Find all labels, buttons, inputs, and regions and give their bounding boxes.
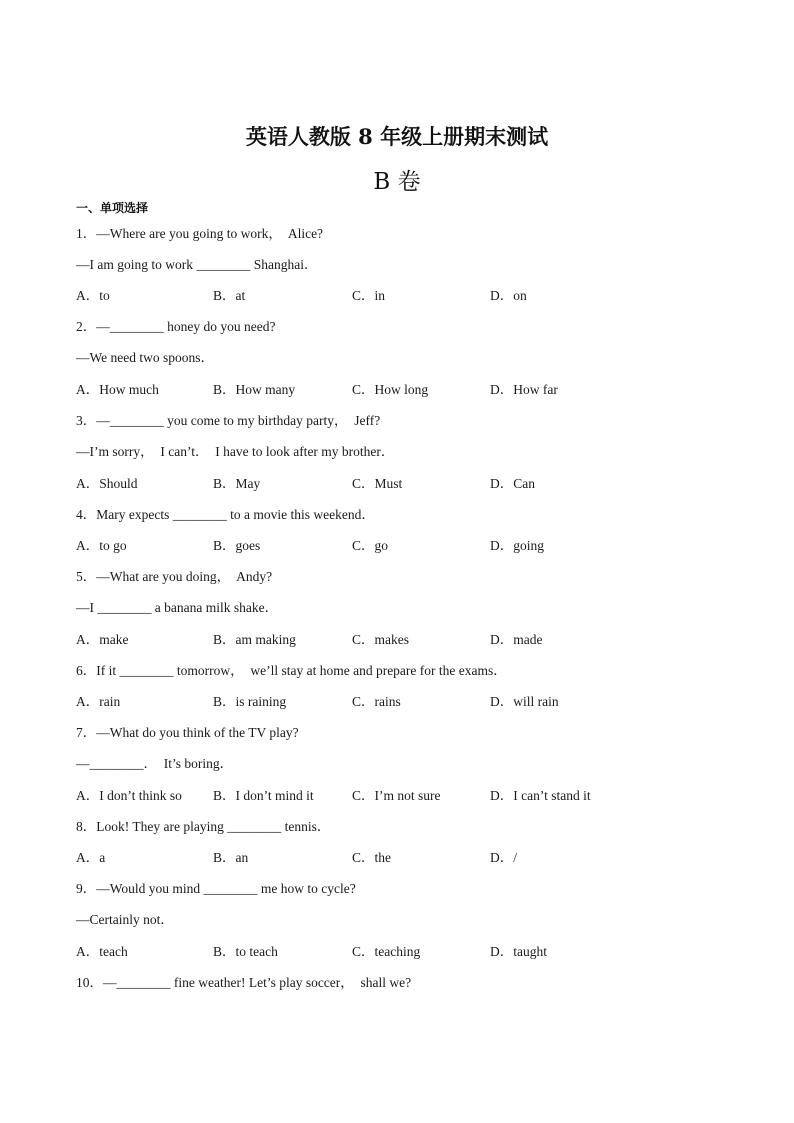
question-8-option-d: D．/: [490, 850, 517, 865]
question-8-option-b: B．an: [213, 850, 249, 865]
question-6-option-b: B．is raining: [213, 694, 287, 709]
question-3-stem-line-1: 3．—________ you come to my birthday party， Jeff?: [76, 413, 381, 428]
question-8-option-c: C．the: [352, 850, 391, 865]
question-2-option-d: D．How far: [490, 382, 558, 397]
question-9-option-d: D．taught: [490, 944, 547, 959]
exam-title: 英语人教版 8 年级上册期末测试: [245, 124, 549, 149]
question-5-option-a: A．make: [76, 632, 129, 647]
question-7-stem-line-2: —________． It’s boring．: [76, 756, 234, 771]
question-2-option-c: C．How long: [352, 382, 429, 397]
question-2-option-a: A．How much: [76, 382, 159, 397]
question-3-option-d: D．Can: [490, 476, 535, 491]
question-5-option-d: D．made: [490, 632, 543, 647]
question-1-option-c: C．in: [352, 288, 386, 303]
question-6-option-a: A．rain: [76, 694, 121, 709]
question-7-option-b: B．I don’t mind it: [213, 788, 314, 803]
question-3-option-c: C．Must: [352, 476, 403, 491]
question-6-option-c: C．rains: [352, 694, 401, 709]
section-heading: 一、单项选择: [76, 201, 149, 215]
question-1-option-b: B．at: [213, 288, 246, 303]
question-7-option-a: A．I don’t think so: [76, 788, 182, 803]
question-9-option-b: B．to teach: [213, 944, 278, 959]
question-1-stem-line-1: 1．—Where are you going to work， Alice?: [76, 226, 324, 241]
question-4-option-c: C．go: [352, 538, 389, 553]
question-3-option-a: A．Should: [76, 476, 138, 491]
question-8-stem-line-1: 8．Look! They are playing ________ tennis．: [76, 819, 331, 834]
question-3-option-b: B．May: [213, 476, 261, 491]
question-5-option-c: C．makes: [352, 632, 409, 647]
question-8-option-a: A．a: [76, 850, 106, 865]
question-5-stem-line-1: 5．—What are you doing， Andy?: [76, 569, 273, 584]
question-4-stem-line-1: 4．Mary expects ________ to a movie this weekend．: [76, 507, 375, 522]
question-1-option-a: A．to: [76, 288, 110, 303]
question-9-stem-line-2: —Certainly not．: [76, 912, 174, 927]
exam-subtitle: B 卷: [373, 169, 421, 195]
question-5-stem-line-2: —I ________ a banana milk shake．: [76, 600, 279, 615]
question-4-option-b: B．goes: [213, 538, 261, 553]
question-4-option-d: D．going: [490, 538, 544, 553]
question-6-option-d: D．will rain: [490, 694, 559, 709]
question-4-option-a: A．to go: [76, 538, 127, 553]
question-9-option-a: A．teach: [76, 944, 128, 959]
question-2-stem-line-1: 2．—________ honey do you need?: [76, 319, 276, 334]
question-7-option-c: C．I’m not sure: [352, 788, 441, 803]
question-7-stem-line-1: 7．—What do you think of the TV play?: [76, 725, 299, 740]
question-9-stem-line-1: 9．—Would you mind ________ me how to cycle?: [76, 881, 356, 896]
question-3-stem-line-2: —I’m sorry， I can’t． I have to look after my brother．: [76, 444, 395, 459]
question-2-option-b: B．How many: [213, 382, 296, 397]
question-1-option-d: D．on: [490, 288, 527, 303]
question-1-stem-line-2: —I am going to work ________ Shanghai．: [76, 257, 318, 272]
question-10-stem-line-1: 10．—________ fine weather! Let’s play soccer， shall we?: [76, 975, 412, 990]
question-2-stem-line-2: —We need two spoons．: [76, 350, 215, 365]
question-6-stem-line-1: 6．If it ________ tomorrow， we’ll stay at home and prepare for the exams．: [76, 663, 507, 678]
question-7-option-d: D．I can’t stand it: [490, 788, 591, 803]
question-9-option-c: C．teaching: [352, 944, 421, 959]
question-5-option-b: B．am making: [213, 632, 296, 647]
